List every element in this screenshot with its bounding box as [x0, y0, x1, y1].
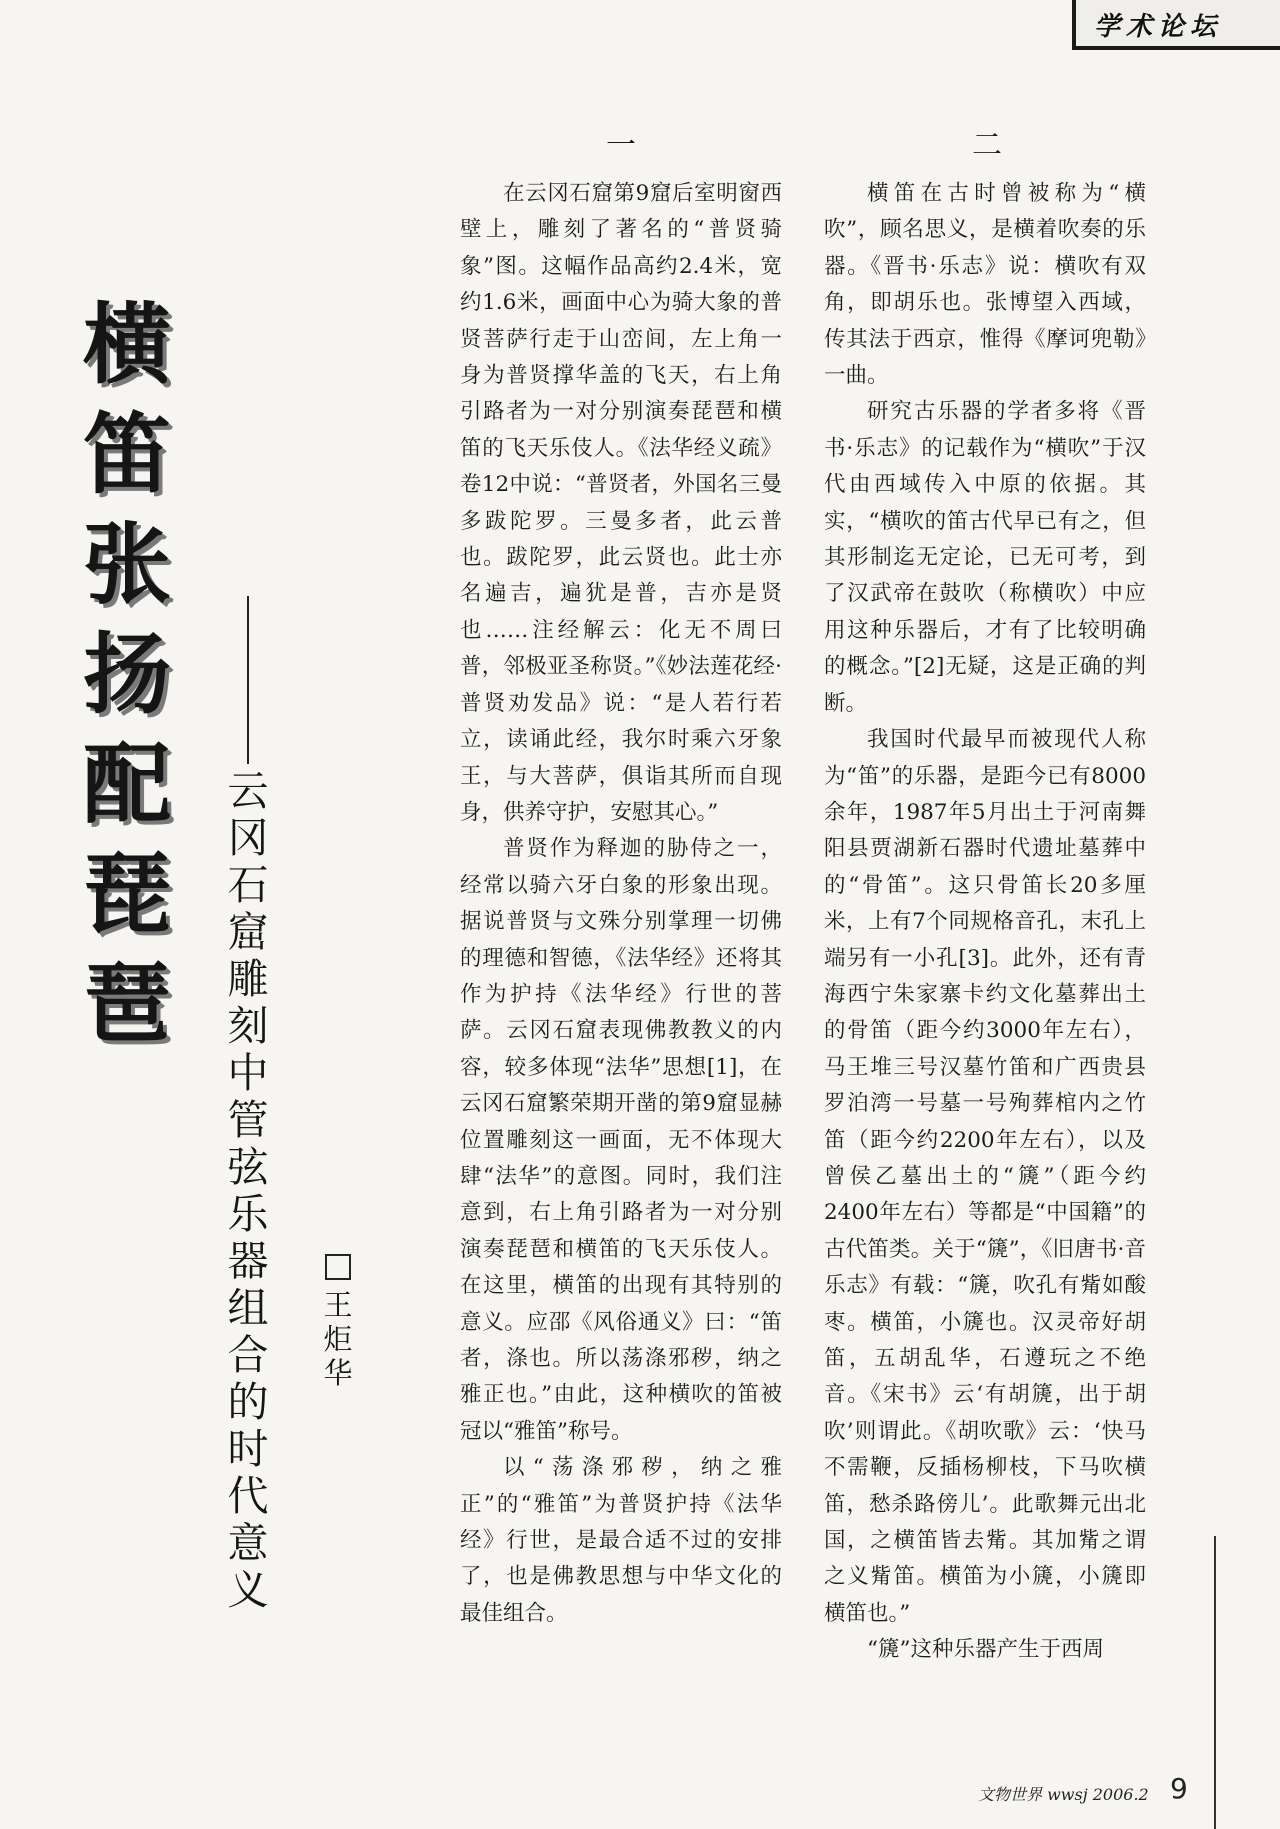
title-char: 扬 [82, 623, 171, 726]
text-column-2 [824, 176, 1146, 1669]
subtitle-char: 石 [227, 861, 269, 909]
subtitle-char: 义 [227, 1566, 269, 1614]
subtitle-char: 管 [227, 1096, 269, 1144]
subtitle-char: 窟 [227, 908, 269, 956]
title-char: 琶 [82, 953, 171, 1056]
paragraph: 研究古乐器的学者多将《晋书·乐志》的记载作为“横吹”于汉代由西域传入中原的依据。其实，“横吹的笛古代早已有之，但其形制迄无定论，已无可考，到了汉武帝在鼓吹（称横吹）中应用这种乐器后，才有了比较明确的概念。”[2]无疑，这是正确的判断。 [824, 399, 1146, 716]
title-char: 张 [82, 513, 171, 616]
paragraph: 以“荡涤邪秽，纳之雅正”的“雅笛”为普贤护持《法华经》行世，是最合适不过的安排了，也是佛教思想与中华文化的最佳组合。 [460, 1455, 782, 1626]
paragraph: 在云冈石窟第9窟后室明窗西壁上，雕刻了著名的“普贤骑象”图。这幅作品高约2.4米，宽约1.6米，画面中心为骑大象的普贤菩萨行走于山峦间，左上角一身为普贤撑华盖的飞天，右上角引路者为一对分别演奏琵琶和横笛的飞天乐伎人。《法华经义疏》卷12中说：“普贤者，外国名三曼多跋陀罗。三曼多者，此云普也。跋陀罗，此云贤也。此士亦名遍吉，遍犹是普，吉亦是贤也……注经解云：化无不周曰普，邻极亚圣称贤。”《妙法莲花经·普贤劝发品》说：“是人若行若立，读诵此经，我尔时乘六牙象王，与大菩萨，俱诣其所而自现身，供养守护，安慰其心。” [460, 181, 782, 825]
subtitle-char: 代 [227, 1472, 269, 1520]
paragraph: 横笛在古时曾被称为“横吹”，顾名思义，是横着吹奏的乐器。《晋书·乐志》说：横吹有双角，即胡乐也。张博望入西域，传其法于西京，惟得《摩诃兜勒》一曲。 [824, 181, 1146, 389]
title-char: 横 [82, 293, 171, 396]
title-char: 配 [82, 733, 171, 836]
author-char: 王 [323, 1288, 353, 1322]
author-char: 华 [323, 1356, 353, 1390]
article-subtitle [218, 596, 278, 1614]
author-square-icon [325, 1254, 351, 1280]
article-title [62, 290, 192, 1060]
page-number: 9 [1170, 1772, 1188, 1805]
journal-label: 文物世界 wwsj 2006.2 [978, 1785, 1149, 1804]
subtitle-char: 意 [227, 1519, 269, 1567]
subtitle-char: 云 [227, 767, 269, 815]
paragraph: 普贤作为释迦的胁侍之一，经常以骑六牙白象的形象出现。据说普贤与文殊分别掌理一切佛的理德和智德，《法华经》还将其作为护持《法华经》行世的菩萨。云冈石窟表现佛教教义的内容，较多体现“法华”思想[1]，在云冈石窟繁荣期开凿的第9窟显赫位置雕刻这一画面，无不体现大肆“法华”的意图。同时，我们注意到，右上角引路者为一对分别演奏琵琶和横笛的飞天乐伎人。在这里，横笛的出现有其特别的意义。应邵《风俗通义》曰：“笛者，涤也。所以荡涤邪秽，纳之雅正也。”由此，这种横吹的笛被冠以“雅笛”称号。 [460, 836, 782, 1444]
subtitle-char: 的 [227, 1378, 269, 1426]
title-char: 琵 [82, 843, 171, 946]
subtitle-char: 器 [227, 1237, 269, 1285]
paragraph: “篪”这种乐器产生于西周 [867, 1637, 1104, 1663]
subtitle-char: 刻 [227, 1002, 269, 1050]
title-char: 笛 [82, 403, 171, 506]
subtitle-char: 冈 [227, 814, 269, 862]
section-number-2: 二 [972, 128, 1002, 163]
column-tag-label: 学术论坛 [1094, 12, 1223, 42]
page-footer [978, 1772, 1280, 1805]
subtitle-char: 时 [227, 1425, 269, 1473]
column-tag [1072, 0, 1280, 50]
subtitle-char: 弦 [227, 1143, 269, 1191]
subtitle-char: 雕 [227, 955, 269, 1003]
subtitle-char: 合 [227, 1331, 269, 1379]
subtitle-char: 中 [227, 1049, 269, 1097]
author-byline [318, 1254, 358, 1390]
text-column-1 [460, 176, 782, 1632]
subtitle-char: 组 [227, 1284, 269, 1332]
subtitle-dash [247, 596, 249, 764]
subtitle-char: 乐 [227, 1190, 269, 1238]
author-char: 炬 [323, 1322, 353, 1356]
section-number-1: 一 [606, 128, 636, 163]
paragraph: 我国时代最早而被现代人称为“笛”的乐器，是距今已有8000余年，1987年5月出土于河南舞阳县贾湖新石器时代遗址墓葬中的“骨笛”。这只骨笛长20多厘米，上有7个同规格音孔，末孔上端另有一小孔[3]。此外，还有青海西宁朱家寨卡约文化墓葬出土的骨笛（距今约3000年左右），马王堆三号汉墓竹笛和广西贵县罗泊湾一号墓一号殉葬棺内之竹笛（距今约2200年左右），以及曾侯乙墓出土的“篪”（距今约2400年左右）等都是“中国籍”的古代笛类。关于“篪”，《旧唐书·音乐志》有载：“篪，吹孔有觜如酸枣。横笛，小篪也。汉灵帝好胡笛，五胡乱华，石遵玩之不绝音。《宋书》云‘有胡篪，出于胡吹’则谓此。《胡吹歌》云：‘快马不需鞭，反插杨柳枝，下马吹横笛，愁杀路傍儿’。此歌舞元出北国，之横笛皆去觜。其加觜之谓之义觜笛。横笛为小篪，小篪即横笛也。” [824, 727, 1146, 1626]
